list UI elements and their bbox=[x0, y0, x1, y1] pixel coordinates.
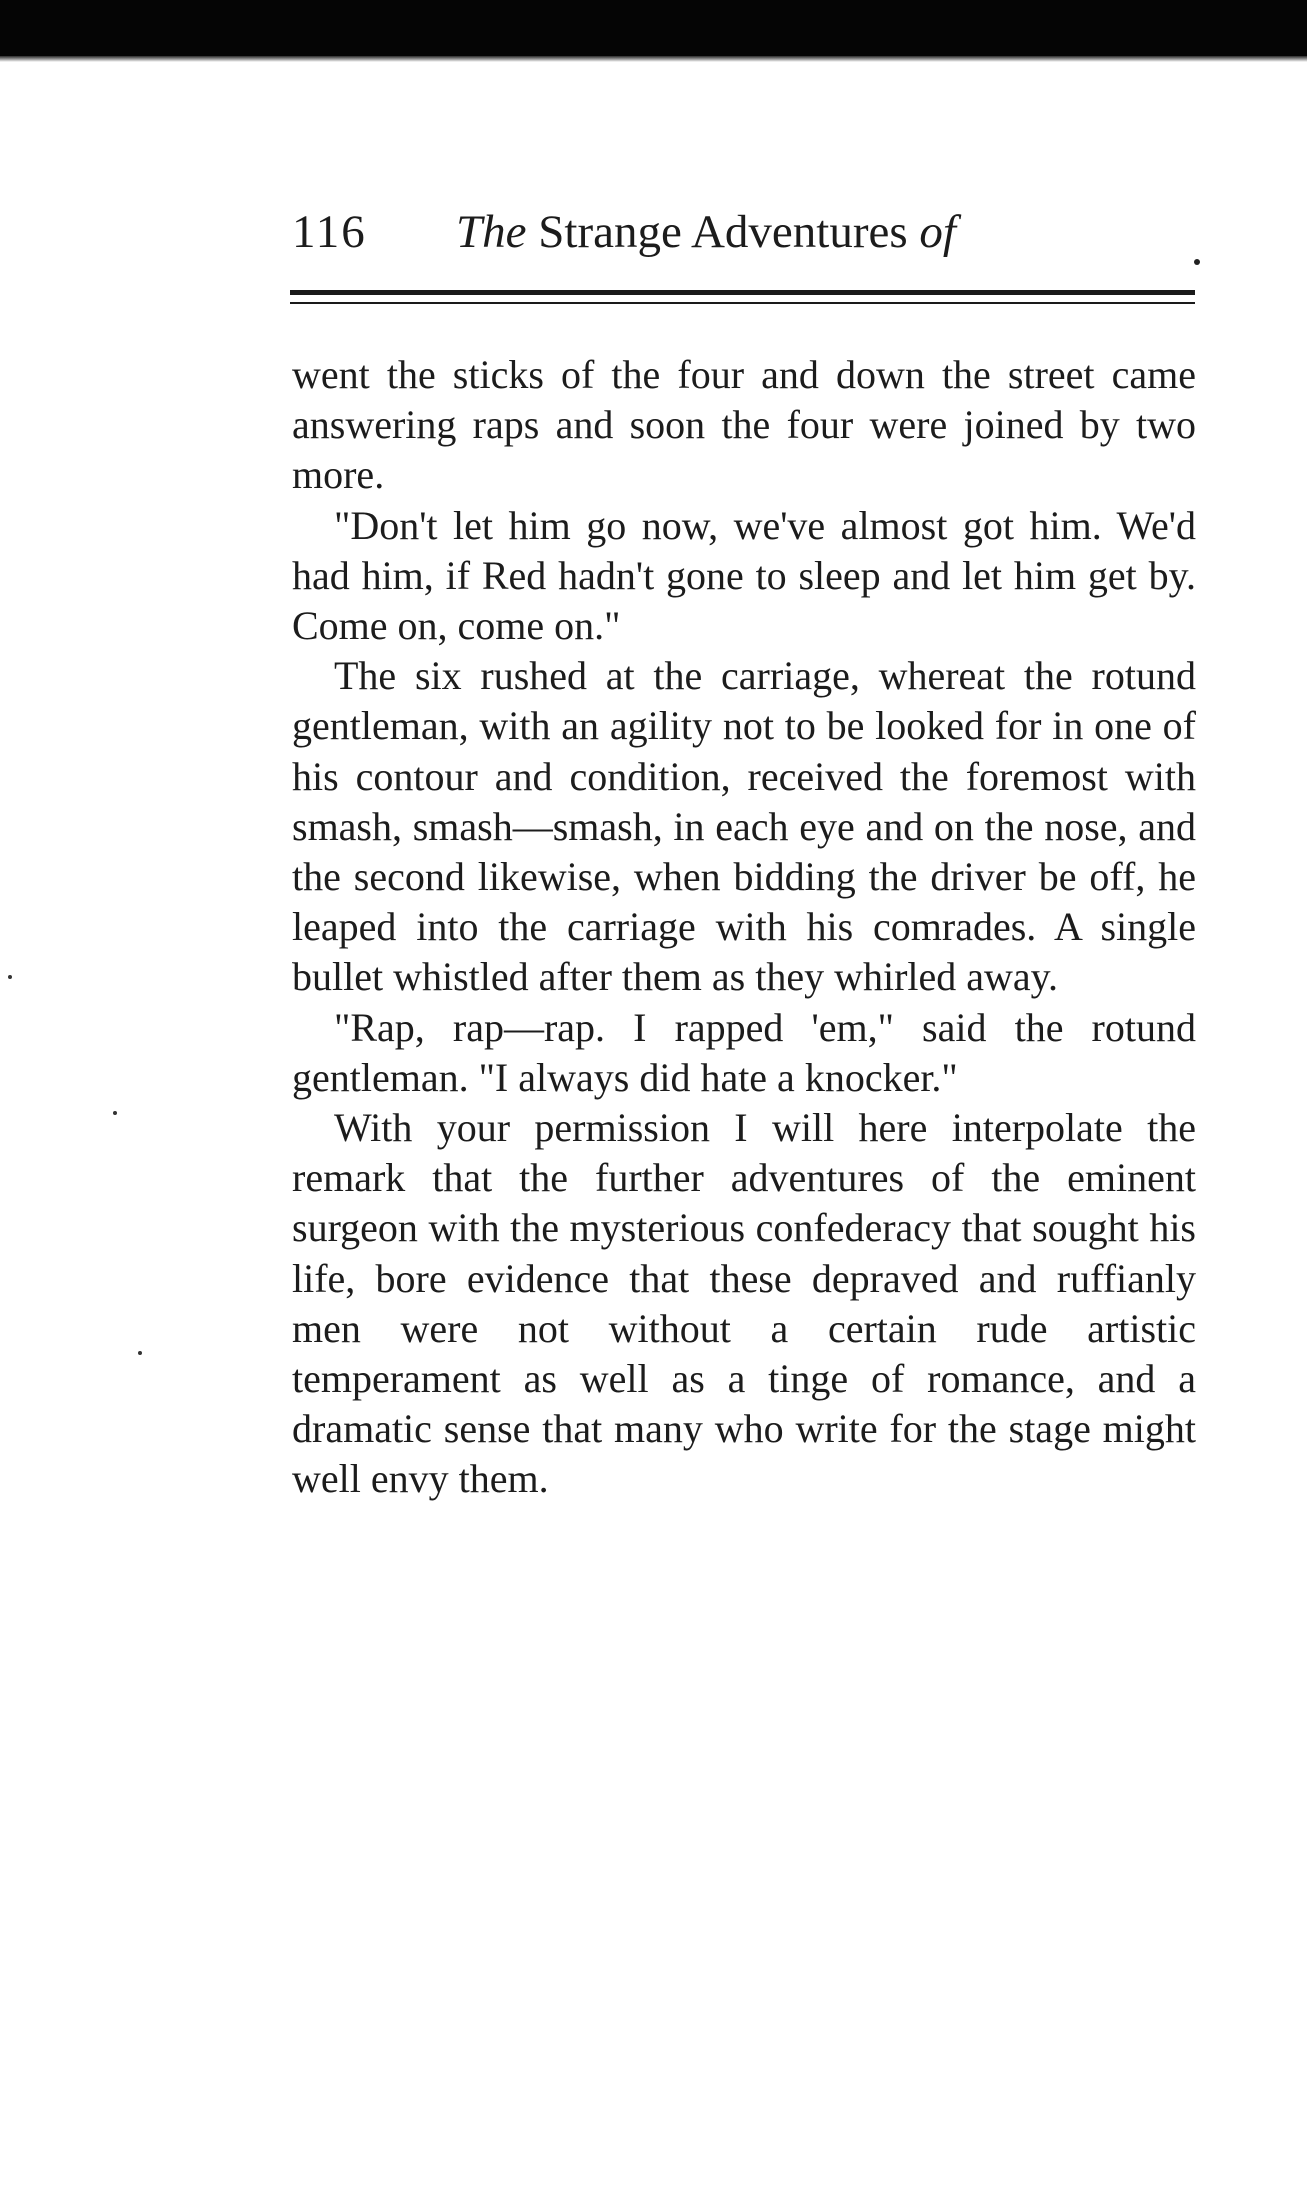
scan-top-border bbox=[0, 0, 1307, 58]
scan-speck bbox=[113, 1111, 117, 1115]
running-title-main: Strange Adventures bbox=[538, 206, 908, 258]
running-title bbox=[456, 205, 956, 259]
page-number: 116 bbox=[292, 206, 367, 258]
running-header bbox=[292, 205, 1192, 265]
paragraph-4: "Rap, rap—rap. I rapped 'em," said the rotund gentleman. "I always did hate a knocker." bbox=[292, 1004, 1196, 1100]
running-title-the: The bbox=[456, 206, 527, 258]
header-rule-thick bbox=[290, 290, 1195, 295]
paragraph-5: With your permission I will here interpolate the remark that the further adventures of the eminent surgeon with the mysterious confederacy that sought his life, bore evidence that these depraved and ruffianly men were not without a certain rude artistic temperament as well as a tinge of romance, and a dramatic sense that many who write for the stage might well envy them. bbox=[292, 1105, 1196, 1502]
paragraph-1: went the sticks of the four and down the street came answering raps and soon the four were joined by two more. bbox=[292, 352, 1196, 498]
scan-speck bbox=[8, 975, 12, 979]
header-rule-thin bbox=[290, 302, 1195, 304]
header-ink-dot bbox=[1194, 259, 1200, 265]
paragraph-3: The six rushed at the carriage, whereat the rotund gentleman, with an agility not to be looked for in one of his contour and condition, received the foremost with smash, smash—smash, in each eye and on the nose, and the second likewise, when bidding the driver be off, he leaped into the carriage with his comrades. A single bullet whistled after them as they whirled away. bbox=[292, 653, 1196, 1000]
running-title-of: of bbox=[919, 206, 956, 258]
scan-top-border-edge bbox=[0, 56, 1307, 62]
body-text bbox=[292, 350, 1196, 1505]
scan-speck bbox=[138, 1351, 142, 1355]
paragraph-2: "Don't let him go now, we've almost got him. We'd had him, if Red hadn't gone to sleep and let him get by. Come on, come on." bbox=[292, 502, 1196, 649]
